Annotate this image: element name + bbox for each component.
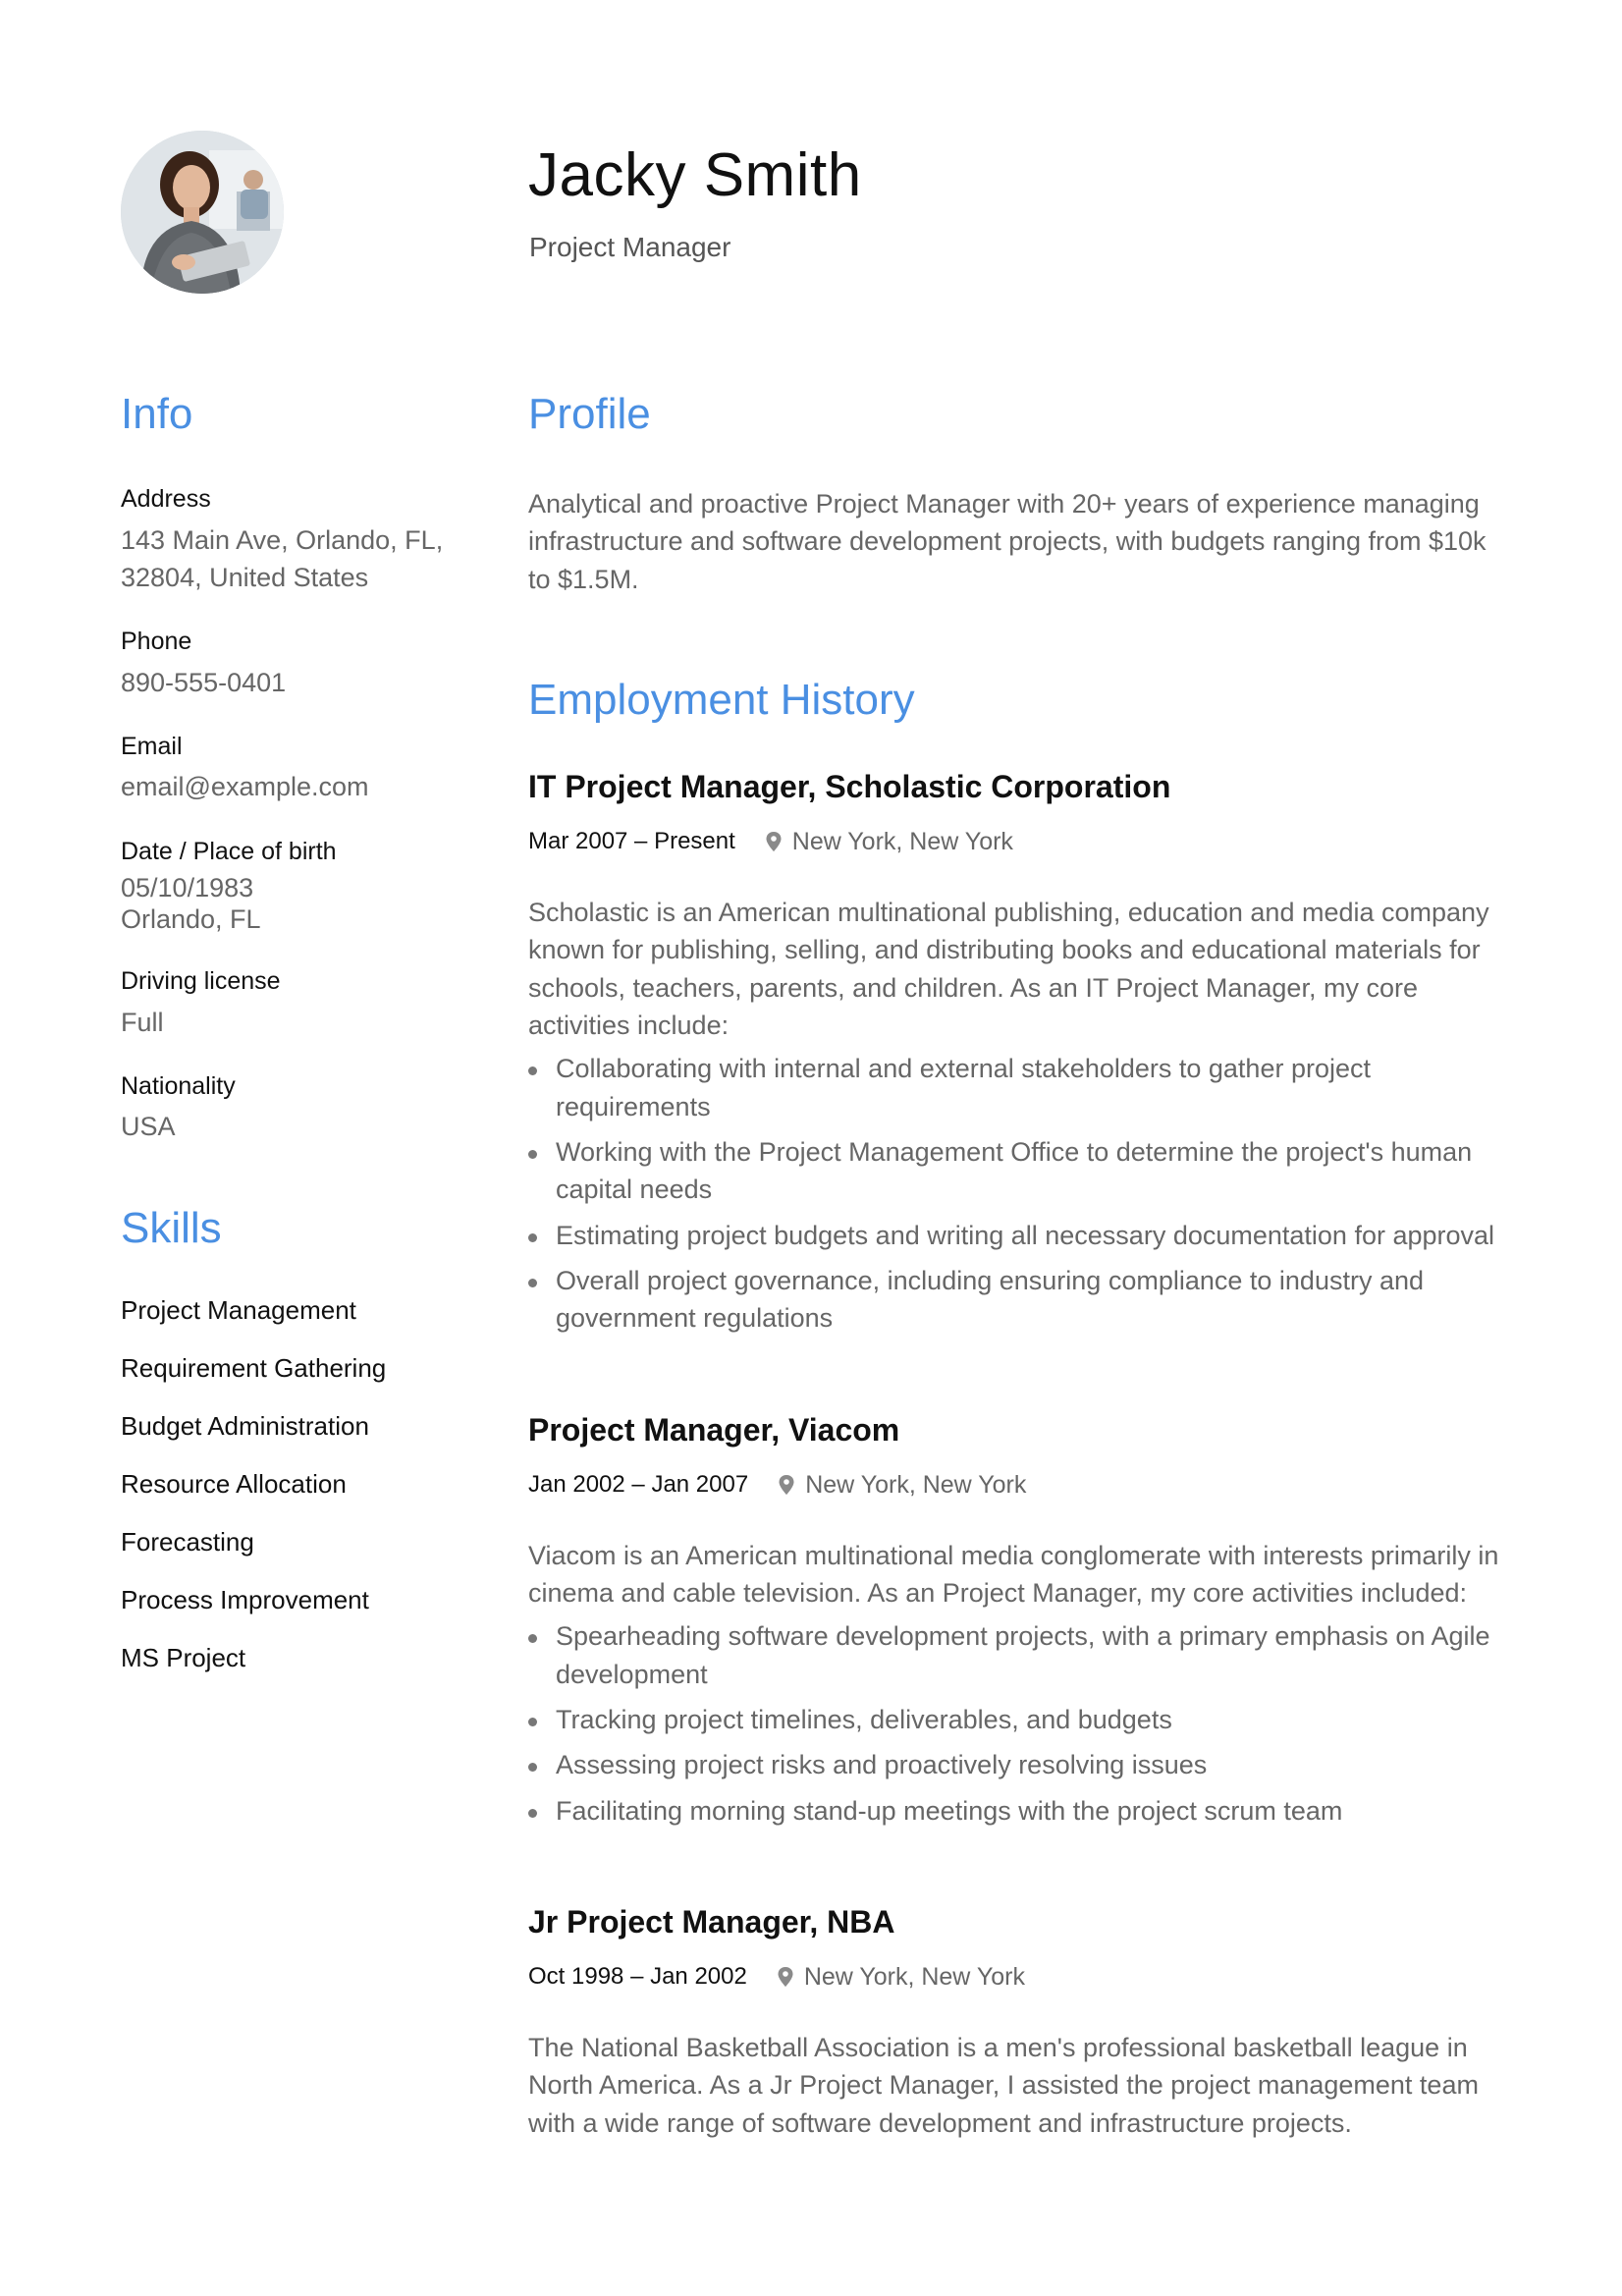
job-location-text: New York, New York	[805, 1470, 1027, 1499]
info-list	[121, 483, 445, 1146]
info-label: Nationality	[121, 1071, 236, 1100]
info-address	[121, 483, 445, 596]
job-bullets	[528, 1050, 1500, 1337]
job-bullet: Estimating project budgets and writing all necessary documentation for approval	[528, 1217, 1500, 1254]
job-bullet: Facilitating morning stand-up meetings with the project scrum team	[528, 1792, 1500, 1830]
info-value: 143 Main Ave, Orlando, FL, 32804, United States	[121, 524, 444, 592]
info-value: USA	[121, 1112, 176, 1142]
info-value	[121, 873, 445, 936]
job-location	[778, 1470, 1027, 1499]
location-pin-icon	[777, 1966, 794, 1988]
person-title: Project Manager	[529, 232, 731, 262]
job-location	[777, 1962, 1025, 1991]
info-birth	[121, 836, 445, 936]
job-dates: Jan 2002 – Jan 2007	[528, 1471, 749, 1499]
profile-photo	[121, 131, 284, 294]
job-location-text: New York, New York	[803, 1962, 1025, 1991]
profile-heading: Profile	[528, 390, 651, 438]
person-name: Jacky Smith	[528, 141, 862, 209]
job-bullet: Tracking project timelines, deliverables, and budgets	[528, 1701, 1500, 1738]
left-column	[121, 390, 445, 1703]
skill-item: Resource Allocation	[121, 1468, 347, 1499]
job-bullet: Collaborating with internal and external stakeholders to gather project requirements	[528, 1050, 1500, 1125]
job-title: IT Project Manager, Scholastic Corporation	[528, 768, 1171, 804]
job-bullet: Spearheading software development projects, with a primary emphasis on Agile development	[528, 1617, 1500, 1693]
right-column	[528, 390, 1500, 2142]
profile-text: Analytical and proactive Project Manager with 20+ years of experience managing infrastructure and software development projects, with budgets ranging from $10k to $1.5M.	[528, 489, 1487, 594]
info-label: Date / Place of birth	[121, 837, 337, 865]
job-entry	[528, 1903, 1500, 2142]
skill-item: Process Improvement	[121, 1584, 369, 1614]
job-description: The National Basketball Association is a men's professional basketball league in North America. As a Jr Project Manager, I assisted the project management team with a wide range of software development and infrastructure projects.	[528, 2032, 1479, 2138]
skill-item: Budget Administration	[121, 1410, 369, 1441]
job-bullet: Working with the Project Management Office to determine the project's human capital needs	[528, 1133, 1500, 1209]
job-bullet: Overall project governance, including ensuring compliance to industry and government regulations	[528, 1262, 1500, 1338]
job-description: Scholastic is an American multinational publishing, education and media company known for publishing, selling, and distributing books and educational materials for schools, teachers, parents, and children. As an IT Project Manager, my core activities include:	[528, 897, 1489, 1040]
info-label: Phone	[121, 628, 192, 656]
info-phone	[121, 626, 445, 701]
skill-item: Forecasting	[121, 1526, 254, 1557]
info-label: Driving license	[121, 967, 281, 996]
location-pin-icon	[778, 1474, 795, 1496]
profile-photo-illustration	[121, 131, 284, 294]
job-entry	[528, 1411, 1500, 1830]
job-meta	[528, 1962, 1500, 1991]
info-email	[121, 731, 445, 806]
info-value: email@example.com	[121, 772, 369, 802]
job-description: Viacom is an American multinational media conglomerate with interests primarily in cinema and cable television. As an Project Manager, my core activities included:	[528, 1540, 1499, 1608]
job-dates: Mar 2007 – Present	[528, 828, 735, 855]
info-value: Full	[121, 1007, 164, 1037]
info-license	[121, 965, 445, 1041]
skills-heading: Skills	[121, 1203, 222, 1252]
job-meta	[528, 827, 1500, 855]
job-entry	[528, 768, 1500, 1338]
location-pin-icon	[765, 831, 783, 852]
job-title: Jr Project Manager, NBA	[528, 1903, 895, 1940]
job-location	[765, 827, 1013, 855]
info-heading: Info	[121, 390, 193, 438]
info-value-line: 05/10/1983	[121, 873, 254, 903]
employment-heading: Employment History	[528, 675, 915, 724]
info-label: Email	[121, 732, 183, 760]
job-title: Project Manager, Viacom	[528, 1411, 900, 1448]
job-location-text: New York, New York	[791, 827, 1013, 855]
skill-item: Requirement Gathering	[121, 1352, 387, 1383]
info-value-line: Orlando, FL	[121, 904, 261, 935]
job-meta	[528, 1470, 1500, 1499]
info-nationality	[121, 1070, 445, 1146]
skill-item: Project Management	[121, 1294, 356, 1325]
job-bullet: Assessing project risks and proactively resolving issues	[528, 1746, 1500, 1783]
job-dates: Oct 1998 – Jan 2002	[528, 1963, 747, 1991]
skill-item: MS Project	[121, 1642, 246, 1672]
info-label: Address	[121, 485, 211, 513]
skills-list	[121, 1294, 445, 1672]
info-value: 890-555-0401	[121, 667, 287, 697]
job-bullets	[528, 1617, 1500, 1830]
